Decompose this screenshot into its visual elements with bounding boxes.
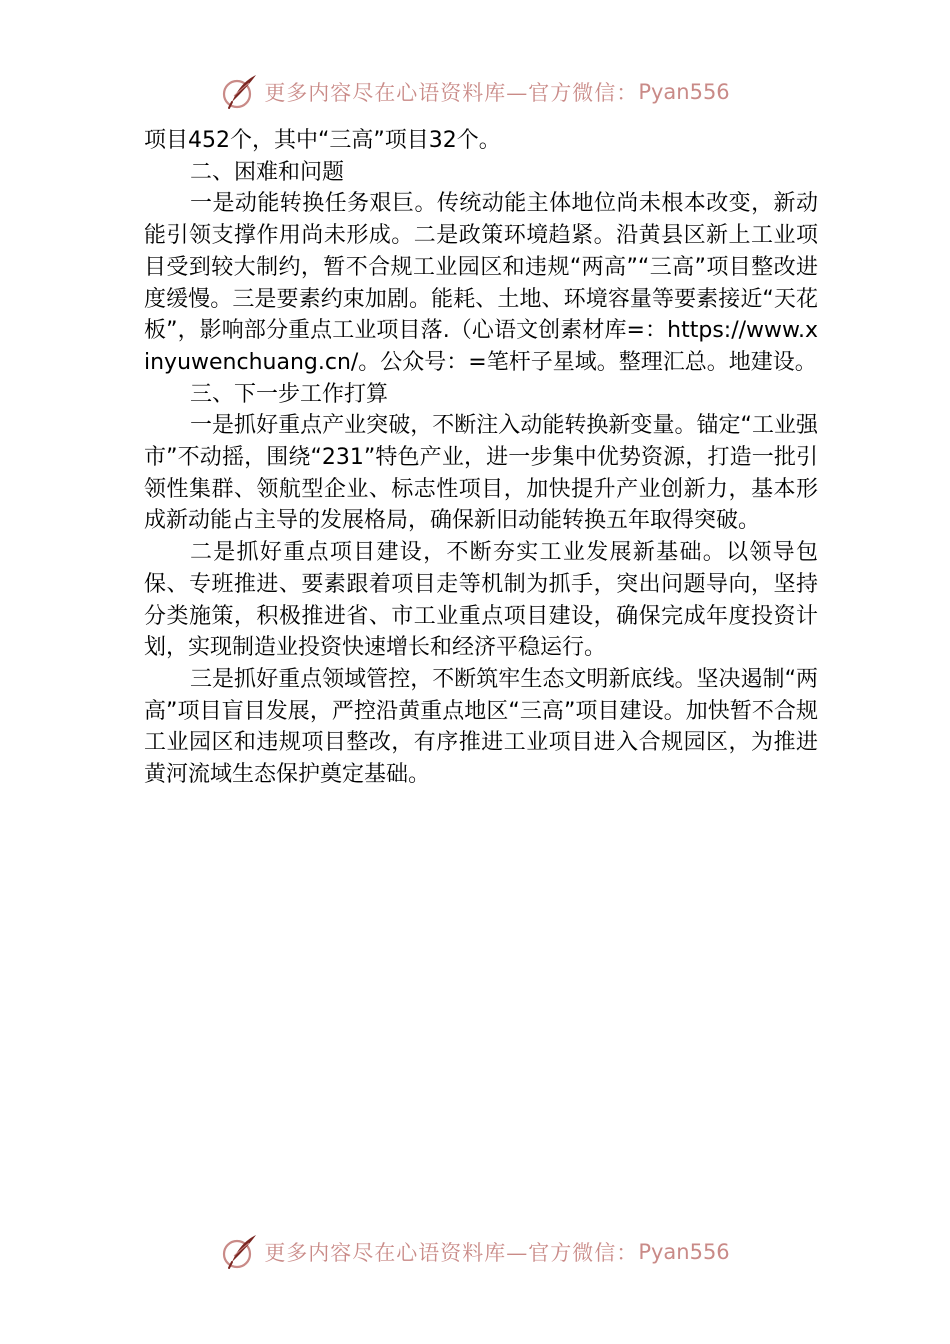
- section-heading-problems: 二、困难和问题: [190, 159, 345, 185]
- footer-banner: [0, 1230, 950, 1274]
- quill-pen-logo-icon: [220, 72, 260, 112]
- banner-wechat-id: Pyan556: [638, 80, 730, 104]
- banner-wechat-id: Pyan556: [638, 1240, 730, 1264]
- header-banner: [0, 70, 950, 114]
- quill-pen-logo-icon: [220, 1232, 260, 1272]
- paragraph-step-one: 一是抓好重点产业突破，不断注入动能转换新变量。锚定“工业强市”不动摇，围绕“231”特色产业，进一步集中优势资源，打造一批引领性集群、领航型企业、标志性项目，加快提升产业创新力，基本形成新动能占主导的发展格局，确保新旧动能转换五年取得突破。: [144, 413, 818, 534]
- document-body: [144, 125, 818, 791]
- paragraph-step-two: 二是抓好重点项目建设，不断夯实工业发展新基础。以领导包保、专班推进、要素跟着项目走等机制为抓手，突出问题导向，坚持分类施策，积极推进省、市工业重点项目建设，确保完成年度投资计划，实现制造业投资快速增长和经济平稳运行。: [144, 540, 818, 661]
- paragraph-step-three: 三是抓好重点领域管控，不断筑牢生态文明新底线。坚决遏制“两高”项目盲目发展，严控沿黄重点地区“三高”项目建设。加快暂不合规工业园区和违规项目整改，有序推进工业项目进入合规园区，为推进黄河流域生态保护奠定基础。: [144, 666, 818, 788]
- section-heading-next-steps: 三、下一步工作打算: [190, 381, 389, 407]
- paragraph-continuation: 项目452个，其中“三高”项目32个。: [144, 128, 501, 153]
- banner-text: 更多内容尽在心语资料库—官方微信：: [264, 1241, 639, 1265]
- banner-text: 更多内容尽在心语资料库—官方微信：: [264, 81, 639, 105]
- paragraph-problems: 一是动能转换任务艰巨。传统动能主体地位尚未根本改变，新动能引领支撑作用尚未形成。二是政策环境趋紧。沿黄县区新上工业项目受到较大制约，暂不合规工业园区和违规“两高”“三高”项目整改进度缓慢。三是要素约束加剧。能耗、土地、环境容量等要素接近“天花板”，影响部分重点工业项目落.（心语文创素材库=：https://www.xinyuwenchuang.cn/。公众号：=笔杆子星域。整理汇总。地建设。: [144, 191, 818, 375]
